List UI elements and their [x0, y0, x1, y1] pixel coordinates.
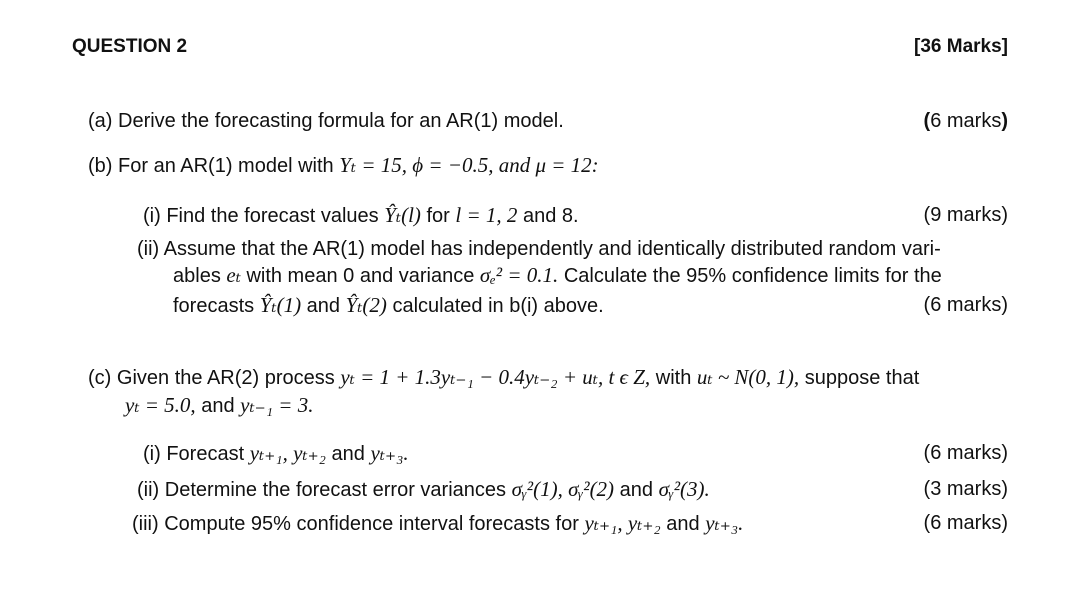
part-b-ii-label: (ii) [137, 238, 160, 260]
part-c-iii [132, 510, 743, 537]
part-b-ii-line-2-suffix: Calculate the 95% confidence limits for the [563, 265, 942, 287]
part-b-ii-line-3-math-2: Ŷₜ(2) [345, 293, 387, 317]
part-b-ii-line-2-prefix: ables [173, 265, 221, 287]
part-b-ii-line-3-math-1: Ŷₜ(1) [259, 293, 302, 317]
part-a-text: Derive the forecasting formula for an AR(1) model. [118, 110, 564, 132]
part-c-i [143, 440, 409, 467]
question-title: QUESTION 2 [72, 36, 188, 57]
part-c-i-text-mid: and [331, 443, 365, 465]
part-c-line-1-mid: with [655, 367, 692, 389]
part-c-i-math-2: yₜ₊₃. [370, 441, 409, 465]
part-b-i-text-prefix: Find the forecast values [166, 205, 379, 227]
part-b [88, 152, 599, 179]
part-c-iii-text-prefix: Compute 95% confidence interval forecasts for [164, 513, 579, 535]
part-b-text: For an AR(1) model with [118, 155, 334, 177]
part-c-line-2 [125, 392, 313, 419]
part-a-marks-close: ) [1001, 110, 1008, 132]
part-c-line-1 [88, 364, 919, 391]
part-b-ii-line-3-suffix: calculated in b(i) above. [392, 295, 604, 317]
part-b-i-text-mid: for [426, 205, 450, 227]
part-b-i-marks: (9 marks) [923, 204, 1008, 226]
part-b-ii-line-2-math-2: σₑ² = 0.1. [479, 263, 559, 287]
part-c-ii [137, 476, 710, 503]
part-b-i [143, 202, 579, 229]
part-b-ii-line-2-math-1: eₜ [226, 263, 241, 287]
part-c-ii-math-1: σᵧ²(1), σᵧ²(2) [511, 477, 615, 501]
part-c-iii-text-mid: and [666, 513, 700, 535]
part-c-line-1-math-2: uₜ ~ N(0, 1), [696, 365, 800, 389]
part-c-iii-marks: (6 marks) [923, 512, 1008, 534]
part-b-ii-marks: (6 marks) [923, 294, 1008, 316]
part-c-ii-math-2: σᵧ²(3). [658, 477, 710, 501]
part-c-iii-math-1: yₜ₊₁, yₜ₊₂ [584, 511, 661, 535]
part-c-iii-label: (iii) [132, 513, 159, 535]
part-b-math: Yₜ = 15, ϕ = −0.5, and μ = 12: [339, 153, 599, 177]
part-b-ii-line-2-mid: with mean 0 and variance [246, 265, 475, 287]
part-b-i-label: (i) [143, 205, 161, 227]
part-a [88, 108, 564, 134]
part-a-label: (a) [88, 110, 113, 132]
part-c-iii-math-2: yₜ₊₃. [705, 511, 744, 535]
part-c-line-2-math-2: yₜ₋₁ = 3. [240, 393, 314, 417]
part-c-ii-text-mid: and [619, 479, 653, 501]
part-b-label: (b) [88, 155, 113, 177]
part-c-line-2-math-1: yₜ = 5.0, [125, 393, 196, 417]
part-b-ii-line-3-mid: and [306, 295, 340, 317]
part-b-ii-line-3-prefix: forecasts [173, 295, 255, 317]
part-c-ii-marks: (3 marks) [923, 478, 1008, 500]
part-b-i-text-suffix: and 8. [522, 205, 579, 227]
part-c-i-marks: (6 marks) [923, 442, 1008, 464]
part-c-i-text-prefix: Forecast [166, 443, 245, 465]
part-c-ii-label: (ii) [137, 479, 160, 501]
part-c-i-math-1: yₜ₊₁, yₜ₊₂ [249, 441, 326, 465]
part-b-ii-line-1-text: Assume that the AR(1) model has independently and identically distributed random vari- [163, 238, 941, 260]
part-c-line-1-math-1: yₜ = 1 + 1.3yₜ₋₁ − 0.4yₜ₋₂ + uₜ, t ϵ Z, [340, 365, 651, 389]
part-b-ii-line-2 [173, 262, 942, 289]
total-marks: [36 Marks] [914, 36, 1008, 57]
part-b-ii-line-1 [137, 236, 941, 262]
part-b-i-math-2: l = 1, 2 [455, 203, 518, 227]
part-b-i-math-1: Ŷₜ(l) [384, 203, 421, 227]
part-b-ii-line-3 [173, 292, 604, 319]
part-c-i-label: (i) [143, 443, 161, 465]
part-c-ii-text-prefix: Determine the forecast error variances [164, 479, 507, 501]
part-c-line-1-suffix: suppose that [804, 367, 920, 389]
part-c-line-2-mid: and [201, 395, 235, 417]
part-c-label: (c) [88, 367, 112, 389]
part-c-line-1-prefix: Given the AR(2) process [116, 367, 335, 389]
part-a-marks [924, 108, 1008, 134]
part-a-marks-text: 6 marks [930, 110, 1002, 132]
part-a-marks-open: ( [923, 110, 931, 132]
